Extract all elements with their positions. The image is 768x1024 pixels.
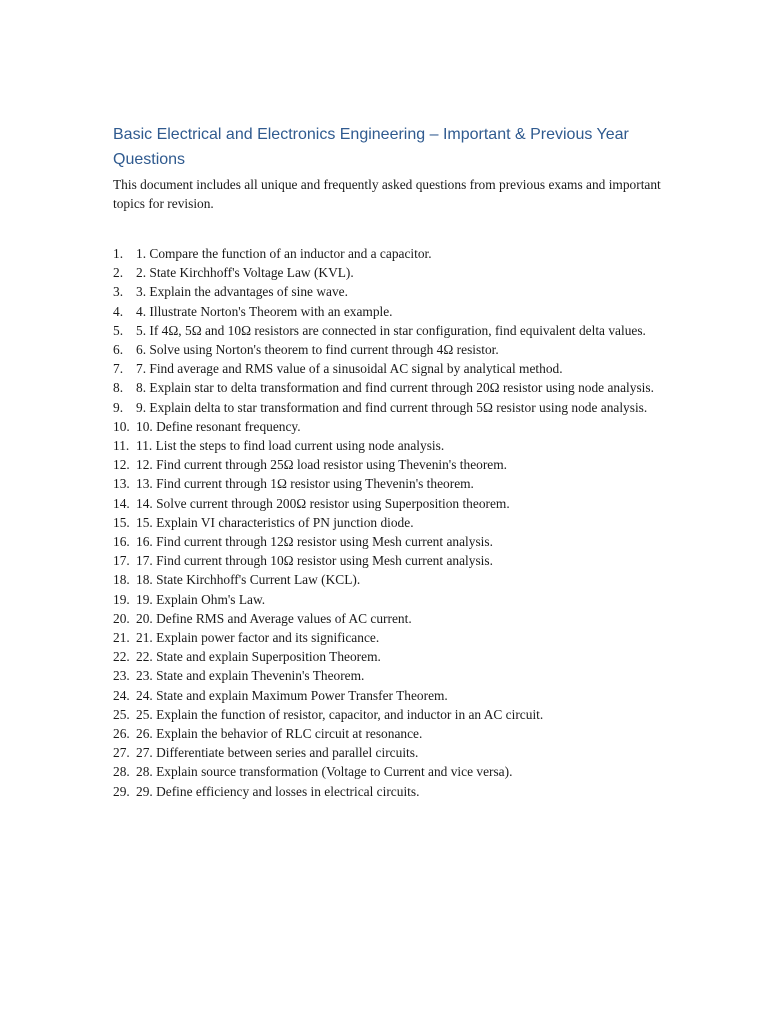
list-item-text: 16. Find current through 12Ω resistor using Mesh current analysis. — [136, 534, 493, 550]
list-item-number: 25. — [113, 706, 130, 722]
list-item-number: 1. — [113, 246, 124, 261]
list-item — [113, 782, 673, 801]
list-item-text: 15. Explain VI characteristics of PN junction diode. — [136, 514, 414, 530]
list-item-number: 8. — [113, 380, 124, 396]
list-item — [113, 590, 673, 609]
list-item-number: 22. — [113, 649, 130, 665]
list-item — [113, 282, 673, 301]
list-item — [113, 302, 673, 321]
list-item — [113, 724, 673, 743]
list-item-number: 14. — [113, 495, 130, 511]
list-item-text: 23. State and explain Thevenin's Theorem. — [136, 668, 365, 684]
list-item-text: 7. Find average and RMS value of a sinusoidal AC signal by analytical method. — [136, 361, 563, 377]
list-item-number: 15. — [113, 514, 130, 530]
list-item — [113, 743, 673, 762]
list-item-text: 11. List the steps to find load current using node analysis. — [136, 438, 445, 454]
document-title: Basic Electrical and Electronics Engineering – Important & Previous Year Questions — [113, 126, 629, 168]
list-item-text: 22. State and explain Superposition Theorem. — [136, 649, 381, 665]
list-item — [113, 513, 673, 532]
list-item — [113, 417, 673, 436]
list-item-text: 26. Explain the behavior of RLC circuit at resonance. — [136, 726, 423, 742]
list-item-number: 13. — [113, 476, 130, 492]
list-item-number: 10. — [113, 418, 130, 434]
list-item-number: 2. — [113, 265, 124, 281]
list-item-text: 19. Explain Ohm's Law. — [136, 591, 266, 607]
list-item-text: 3. Explain the advantages of sine wave. — [136, 284, 348, 300]
list-item — [113, 398, 673, 417]
list-item-text: 14. Solve current through 200Ω resistor using Superposition theorem. — [136, 495, 510, 511]
list-item-text: 25. Explain the function of resistor, capacitor, and inductor in an AC circuit. — [136, 706, 544, 722]
list-item — [113, 455, 673, 474]
list-item-text: 29. Define efficiency and losses in electrical circuits. — [136, 783, 420, 799]
list-item-number: 29. — [113, 783, 130, 799]
list-item-text: 9. Explain delta to star transformation and find current through 5Ω resistor using node analysis. — [136, 399, 648, 415]
list-item — [113, 647, 673, 666]
list-item — [113, 570, 673, 589]
list-item-text: 21. Explain power factor and its significance. — [136, 630, 380, 646]
list-item-number: 24. — [113, 687, 130, 703]
list-item-number: 19. — [113, 591, 130, 607]
list-item-number: 6. — [113, 342, 124, 358]
list-item — [113, 244, 673, 263]
list-item-text: 27. Differentiate between series and parallel circuits. — [136, 745, 419, 761]
list-item-number: 23. — [113, 668, 130, 684]
list-item — [113, 666, 673, 685]
question-list — [113, 244, 673, 801]
list-item-text: 13. Find current through 1Ω resistor using Thevenin's theorem. — [136, 476, 474, 492]
list-item — [113, 359, 673, 378]
list-item-text: 12. Find current through 25Ω load resistor using Thevenin's theorem. — [136, 457, 508, 473]
list-item — [113, 686, 673, 705]
list-item — [113, 436, 673, 455]
list-item — [113, 321, 673, 340]
list-item-number: 4. — [113, 303, 124, 319]
list-item — [113, 378, 673, 397]
document-intro: This document includes all unique and frequently asked questions from previous exams and important topics for revision. — [113, 177, 661, 211]
list-item — [113, 532, 673, 551]
list-item-number: 26. — [113, 726, 130, 742]
list-item-number: 20. — [113, 610, 130, 626]
list-item-number: 17. — [113, 553, 130, 569]
list-item-number: 9. — [113, 399, 124, 415]
list-item-text: 4. Illustrate Norton's Theorem with an example. — [136, 303, 393, 319]
list-item-text: 28. Explain source transformation (Voltage to Current and vice versa). — [136, 764, 513, 780]
list-item — [113, 494, 673, 513]
list-item-number: 21. — [113, 630, 130, 646]
list-item-number: 5. — [113, 322, 124, 338]
list-item — [113, 705, 673, 724]
list-item-text: 6. Solve using Norton's theorem to find current through 4Ω resistor. — [136, 342, 499, 358]
list-item — [113, 762, 673, 781]
list-item-text: 2. State Kirchhoff's Voltage Law (KVL). — [136, 265, 354, 281]
list-item-text: 8. Explain star to delta transformation and find current through 20Ω resistor using node analysis. — [136, 380, 654, 396]
list-item-number: 12. — [113, 457, 130, 473]
list-item-text: 17. Find current through 10Ω resistor using Mesh current analysis. — [136, 553, 493, 569]
list-item-number: 16. — [113, 534, 130, 550]
list-item-text: 20. Define RMS and Average values of AC current. — [136, 610, 412, 626]
list-item-number: 3. — [113, 284, 124, 300]
list-item-text: 10. Define resonant frequency. — [136, 418, 301, 434]
list-item-text: 5. If 4Ω, 5Ω and 10Ω resistors are connected in star configuration, find equivalent delta values. — [136, 322, 646, 338]
list-item-text: 1. Compare the function of an inductor and a capacitor. — [136, 246, 432, 261]
list-item-text: 18. State Kirchhoff's Current Law (KCL). — [136, 572, 361, 588]
list-item — [113, 551, 673, 570]
list-item-number: 7. — [113, 361, 124, 377]
list-item-number: 18. — [113, 572, 130, 588]
list-item — [113, 340, 673, 359]
list-item-text: 24. State and explain Maximum Power Transfer Theorem. — [136, 687, 448, 703]
list-item — [113, 628, 673, 647]
list-item — [113, 263, 673, 282]
list-item-number: 11. — [113, 438, 130, 454]
list-item-number: 28. — [113, 764, 130, 780]
list-item-number: 27. — [113, 745, 130, 761]
list-item — [113, 609, 673, 628]
list-item — [113, 474, 673, 493]
